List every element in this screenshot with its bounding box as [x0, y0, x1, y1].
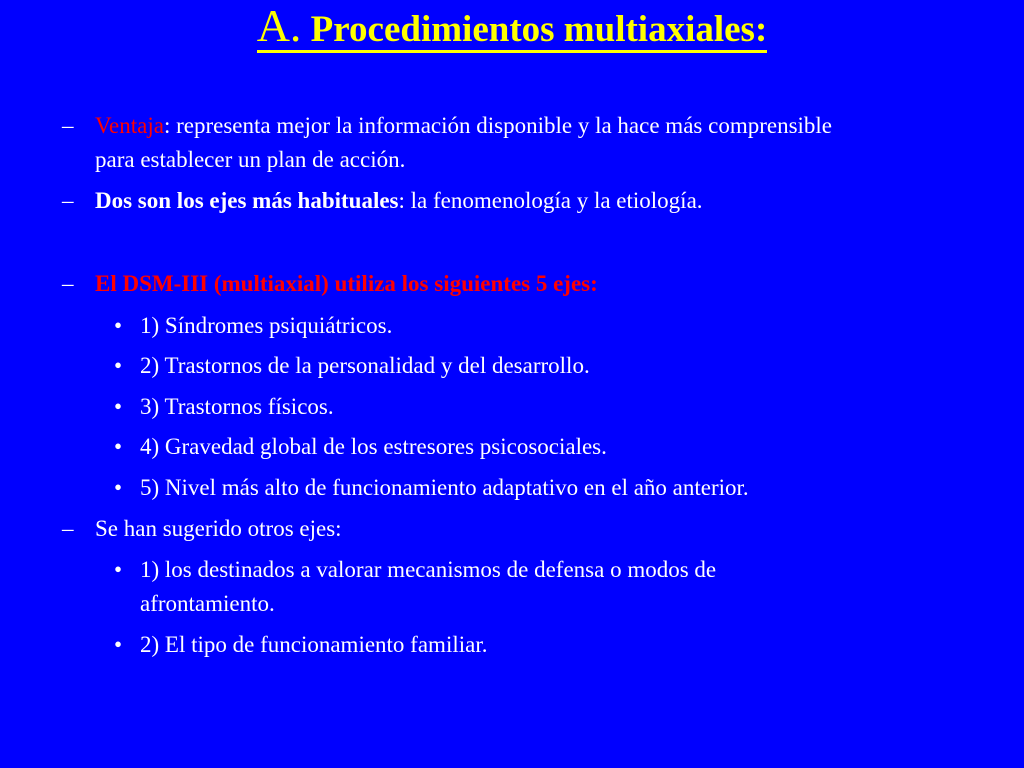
- slide-title-letter: A.: [256, 0, 302, 51]
- slide-title-text: Procedimientos multiaxiales:: [310, 9, 768, 50]
- sub-item-text: 4) Gravedad global de los estresores psicosociales.: [140, 434, 607, 459]
- sub-item-text: 2) El tipo de funcionamiento familiar.: [140, 632, 488, 657]
- item-label-ejes: Dos son los ejes más habituales: [95, 188, 399, 213]
- bullet-marker: •: [114, 353, 123, 378]
- sub-item-text: 3) Trastornos físicos.: [140, 394, 334, 419]
- item-dsm-heading: El DSM-III (multiaxial) utiliza los siguientes 5 ejes:: [95, 271, 598, 296]
- bullet-marker: •: [114, 557, 123, 582]
- dash-marker: –: [62, 113, 74, 138]
- dash-marker: –: [62, 271, 74, 296]
- item-text-cont: para establecer un plan de acción.: [95, 147, 406, 172]
- item-line: [95, 109, 832, 143]
- item-text: : representa mejor la información disponible y la hace más comprensible: [163, 113, 833, 138]
- dash-marker: –: [62, 188, 74, 213]
- sub-item-text: 1) Síndromes psiquiátricos.: [140, 313, 393, 338]
- sub-item-text: 2) Trastornos de la personalidad y del desarrollo.: [140, 353, 590, 378]
- slide-title: [0, 0, 1024, 53]
- bullet-marker: •: [114, 394, 123, 419]
- sub-item-text: 1) los destinados a valorar mecanismos de defensa o modos de: [140, 557, 717, 582]
- sub-item-text: 5) Nivel más alto de funcionamiento adaptativo en el año anterior.: [140, 475, 749, 500]
- bullet-marker: •: [114, 632, 123, 657]
- item-text: Se han sugerido otros ejes:: [95, 516, 342, 541]
- bullet-marker: •: [114, 475, 123, 500]
- slide-title-underline: [256, 0, 768, 53]
- bullet-marker: •: [114, 434, 123, 459]
- item-label-ventaja: Ventaja: [95, 113, 164, 138]
- sub-item-text-cont: afrontamiento.: [140, 591, 275, 616]
- bullet-marker: •: [114, 313, 123, 338]
- item-line: [95, 184, 703, 218]
- dash-marker: –: [62, 516, 74, 541]
- item-text: : la fenomenología y la etiología.: [398, 188, 703, 213]
